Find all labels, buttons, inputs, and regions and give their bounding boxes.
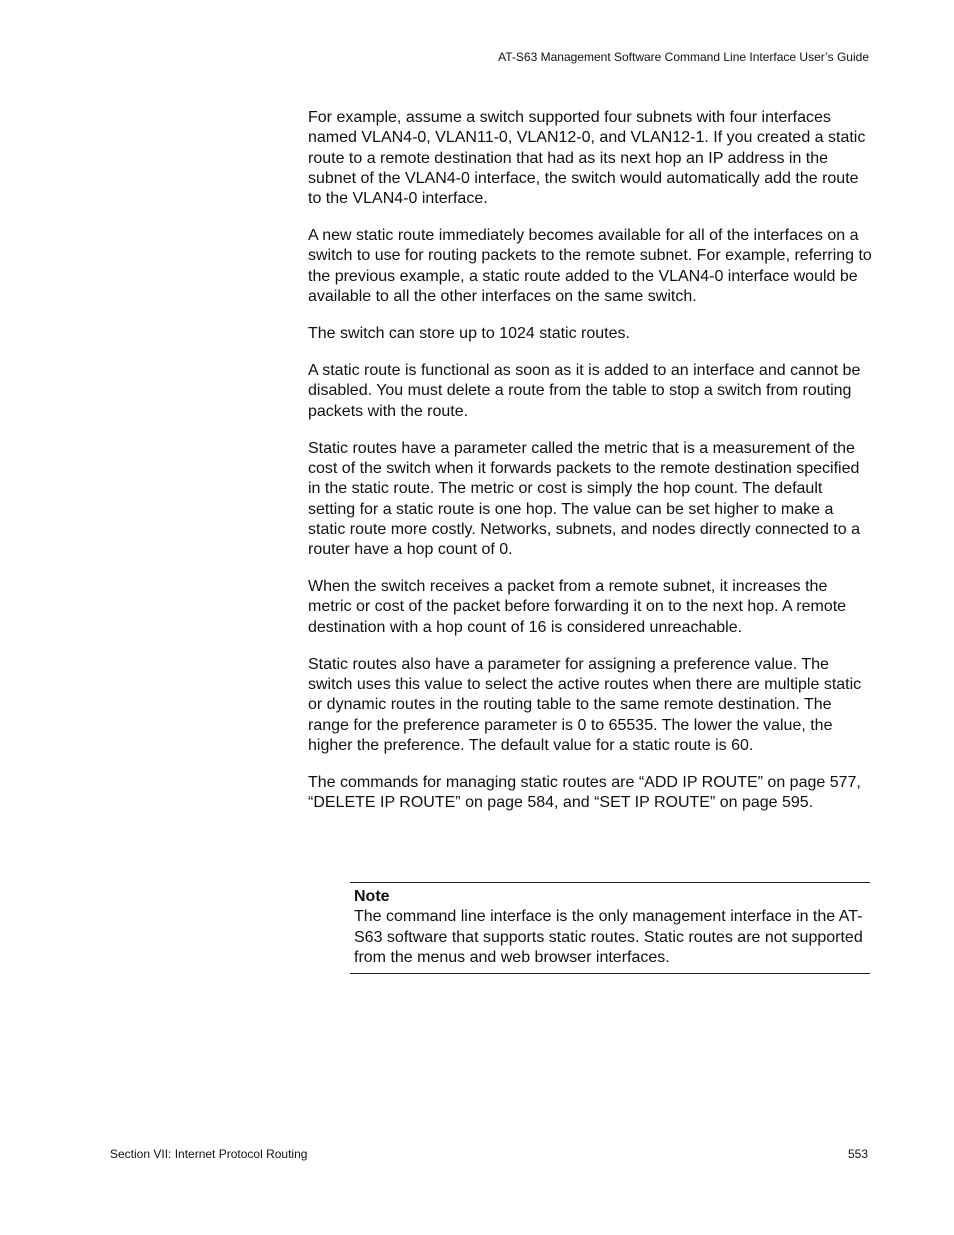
note-box — [350, 882, 870, 974]
footer-section-title: Section VII: Internet Protocol Routing — [110, 1147, 308, 1161]
paragraph-functional: A static route is functional as soon as it is added to an interface and cannot be disabled. You must delete a route from the table to stop a switch from routing packets with the route. — [308, 362, 861, 420]
paragraph-metric: Static routes have a parameter called the metric that is a measurement of the cost of the switch when it forwards packets to the remote destination specified in the static route. The metric or cost is simply the hop count. The default setting for a static route is one hop. The value can be set higher to make a static route more costly. Networks, subnets, and nodes directly connected to a router have a hop count of 0. — [308, 439, 860, 559]
footer-page-number: 553 — [847, 1147, 868, 1161]
body-text — [308, 108, 873, 830]
paragraph-example: For example, assume a switch supported four subnets with four interfaces named VLAN4-0, VLAN11-0, VLAN12-0, and VLAN12-1. If you created a static route to a remote destination that had as its next hop an IP address in the subnet of the VLAN4-0 interface, the switch would automatically add the route to the VLAN4-0 interface. — [308, 109, 866, 208]
paragraph-hop-count: When the switch receives a packet from a remote subnet, it increases the metric or cost of the packet before forwarding it on to the next hop. A remote destination with a hop count of 16 is considered unreachable. — [308, 578, 847, 636]
paragraph-preference: Static routes also have a parameter for assigning a preference value. The switch uses this value to select the active routes when there are multiple static or dynamic routes in the routing table to the same remote destination. The range for the preference parameter is 0 to 65535. The lower the value, the higher the preference. The default value for a static route is 60. — [308, 655, 862, 754]
paragraph-commands: The commands for managing static routes are “ADD IP ROUTE” on page 577, “DELETE IP ROUTE” on page 584, and “SET IP ROUTE” on page 595. — [308, 773, 861, 812]
running-header: AT-S63 Management Software Command Line Interface User’s Guide — [498, 50, 869, 64]
note-text: The command line interface is the only management interface in the AT-S63 software that supports static routes. Static routes are not supported from the menus and web browser interfaces. — [354, 908, 863, 966]
paragraph-availability: A new static route immediately becomes available for all of the interfaces on a switch to use for routing packets to the remote subnet. For example, referring to the previous example, a static route added to the VLAN4-0 interface would be available to all the other interfaces on the same switch. — [308, 227, 872, 306]
paragraph-capacity: The switch can store up to 1024 static routes. — [308, 325, 630, 343]
note-title: Note — [354, 888, 390, 905]
